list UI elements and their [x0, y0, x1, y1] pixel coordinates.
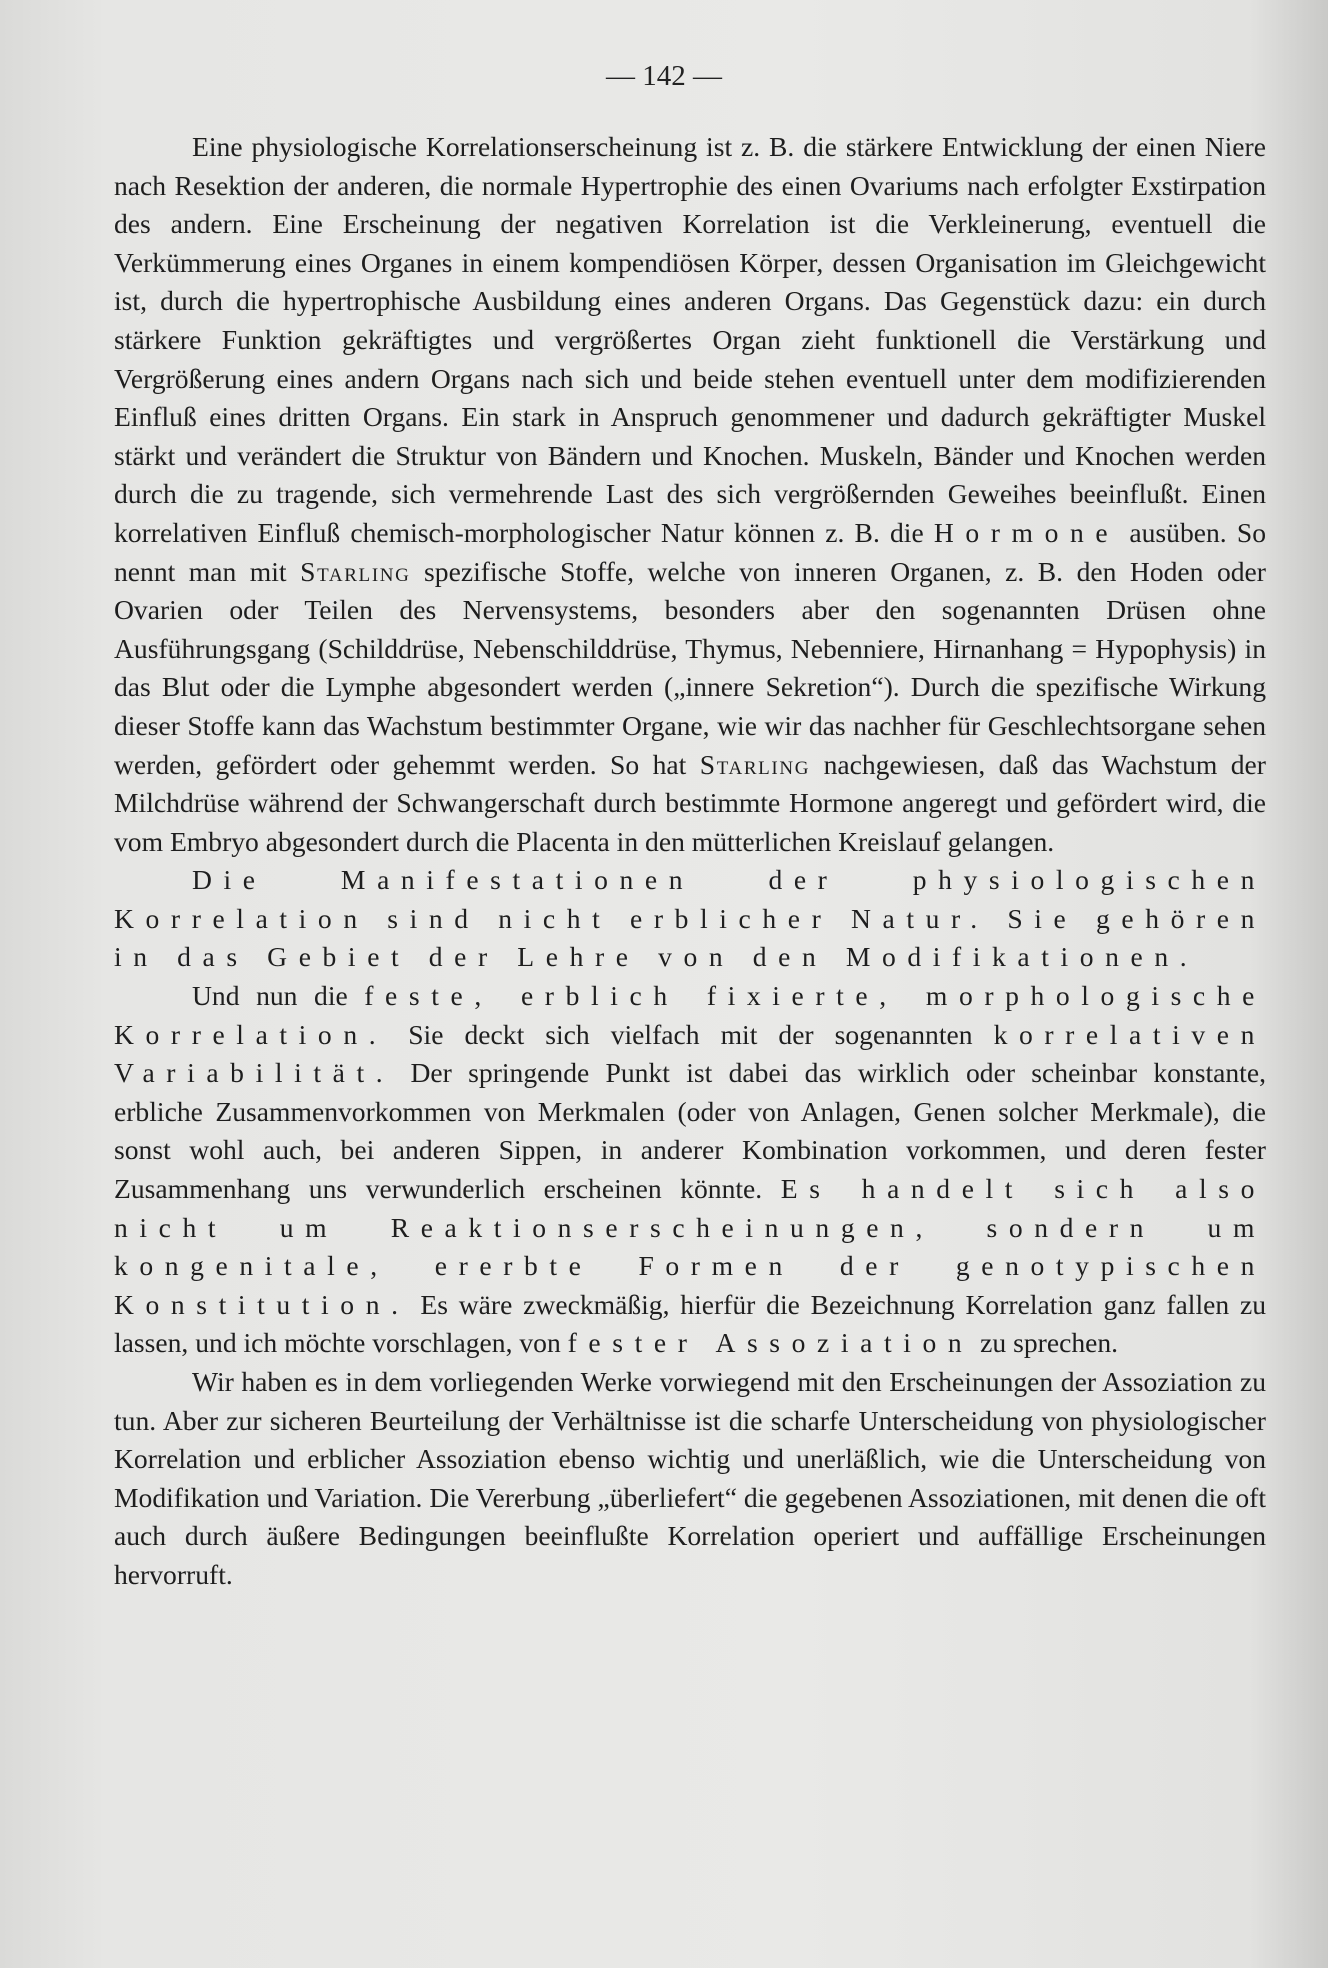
emphasized-text: Es handelt sich also nicht um Reaktionserscheinungen, sondern um kongenitale, ererbte Formen der genotypischen Konstitution.	[114, 1173, 1266, 1320]
author-name: Starling	[300, 555, 411, 587]
text-run: zu sprechen.	[973, 1327, 1119, 1359]
text-run: ausüben. So nennt man mit	[114, 516, 1266, 587]
text-run: Der springende Punkt ist dabei das wirklich oder scheinbar konstante, erbliche Zusammenvorkommen von Merkmalen (oder von Anlagen, Genen solcher Merkmale), die sonst wohl auch, bei anderen Sippen, in anderer Kombination vorkommen, und deren fester Zusammenhang uns verwunderlich erscheinen könnte.	[114, 1057, 1266, 1205]
emphasized-text: feste, erblich fixierte, morphologische Korrelation.	[114, 980, 1266, 1050]
paragraph	[114, 861, 1266, 977]
paragraph	[114, 1363, 1266, 1595]
paragraph	[114, 128, 1266, 861]
text-run: Eine physiologische Korrelationserscheinung ist z. B. die stärkere Entwicklung der einen Niere nach Resektion der anderen, die normale Hypertrophie des einen Ovariums nach erfolgter Exstirpation des andern. Eine Erscheinung der negativen Korrelation ist die Verkleinerung, eventuell die Verkümmerung eines Organes in einem kompendiösen Körper, dessen Organisation im Gleichgewicht ist, durch die hypertrophische Ausbildung eines anderen Organs. Das Gegenstück dazu: ein durch stärkere Funktion gekräftigtes und vergrößertes Organ zieht funktionell die Verstärkung und Vergrößerung eines andern Organs nach sich und beide stehen eventuell unter dem modifizierenden Einfluß eines dritten Organs. Ein stark in Anspruch genommener und dadurch gekräftigter Muskel stärkt und verändert die Struktur von Bändern und Knochen. Muskeln, Bänder und Knochen werden durch die zu tragende, sich vermehrende Last des sich vergrößernden Geweihes beeinflußt. Einen korrelativen Einfluß chemisch-morphologischer Natur können z. B. die	[114, 131, 1266, 548]
text-run: Es wäre zweckmäßig, hierfür die Bezeichnung Korrelation ganz fallen zu lassen, und ich möchte vorschlagen, von	[114, 1288, 1266, 1359]
text-run: Und nun die	[192, 980, 365, 1012]
author-name: Starling	[699, 748, 811, 780]
emphasized-text: Hormone	[933, 516, 1120, 548]
text-run: Sie deckt sich vielfach mit der sogenannten	[387, 1018, 994, 1050]
emphasized-text: Die Manifestationen der physiologischen Korrelation sind nicht erblicher Natur. Sie gehören in das Gebiet der Lehre von den Modifikationen.	[114, 864, 1266, 973]
paragraph	[114, 977, 1266, 1363]
page-number: — 142 —	[606, 60, 722, 92]
body-text	[114, 128, 1266, 1595]
text-run: nachgewiesen, daß das Wachstum der Milchdrüse während der Schwangerschaft durch bestimmte Hormone angeregt und gefördert wird, die vom Embryo abgesondert durch die Placenta in den mütterlichen Kreislauf gelangen.	[114, 748, 1266, 857]
emphasized-text: fester Assoziation	[567, 1327, 974, 1359]
text-run: spezifische Stoffe, welche von inneren Organen, z. B. den Hoden oder Ovarien oder Teilen des Nervensystems, besonders aber den sogenannten Drüsen ohne Ausführungsgang (Schilddrüse, Nebenschilddrüse, Thymus, Nebenniere, Hirnanhang = Hypophysis) in das Blut oder die Lymphe abgesondert werden („innere Sekretion“). Durch die spezifische Wirkung dieser Stoffe kann das Wachstum bestimmter Organe, wie wir das nachher für Geschlechtsorgane sehen werden, gefördert oder gehemmt werden. So hat	[114, 555, 1266, 780]
emphasized-text: korrelativen Variabilität.	[114, 1018, 1266, 1089]
text-run: Wir haben es in dem vorliegenden Werke vorwiegend mit den Erscheinungen der Assoziation zu tun. Aber zur sicheren Beurteilung der Verhältnisse ist die scharfe Unterscheidung von physiologischer Korrelation und erblicher Assoziation ebenso wichtig und unerläßlich, wie die Unterscheidung von Modifikation und Variation. Die Vererbung „überliefert“ die gegebenen Assoziationen, mit denen die oft auch durch äußere Bedingungen beeinflußte Korrelation operiert und auffällige Erscheinungen hervorruft.	[114, 1366, 1266, 1590]
